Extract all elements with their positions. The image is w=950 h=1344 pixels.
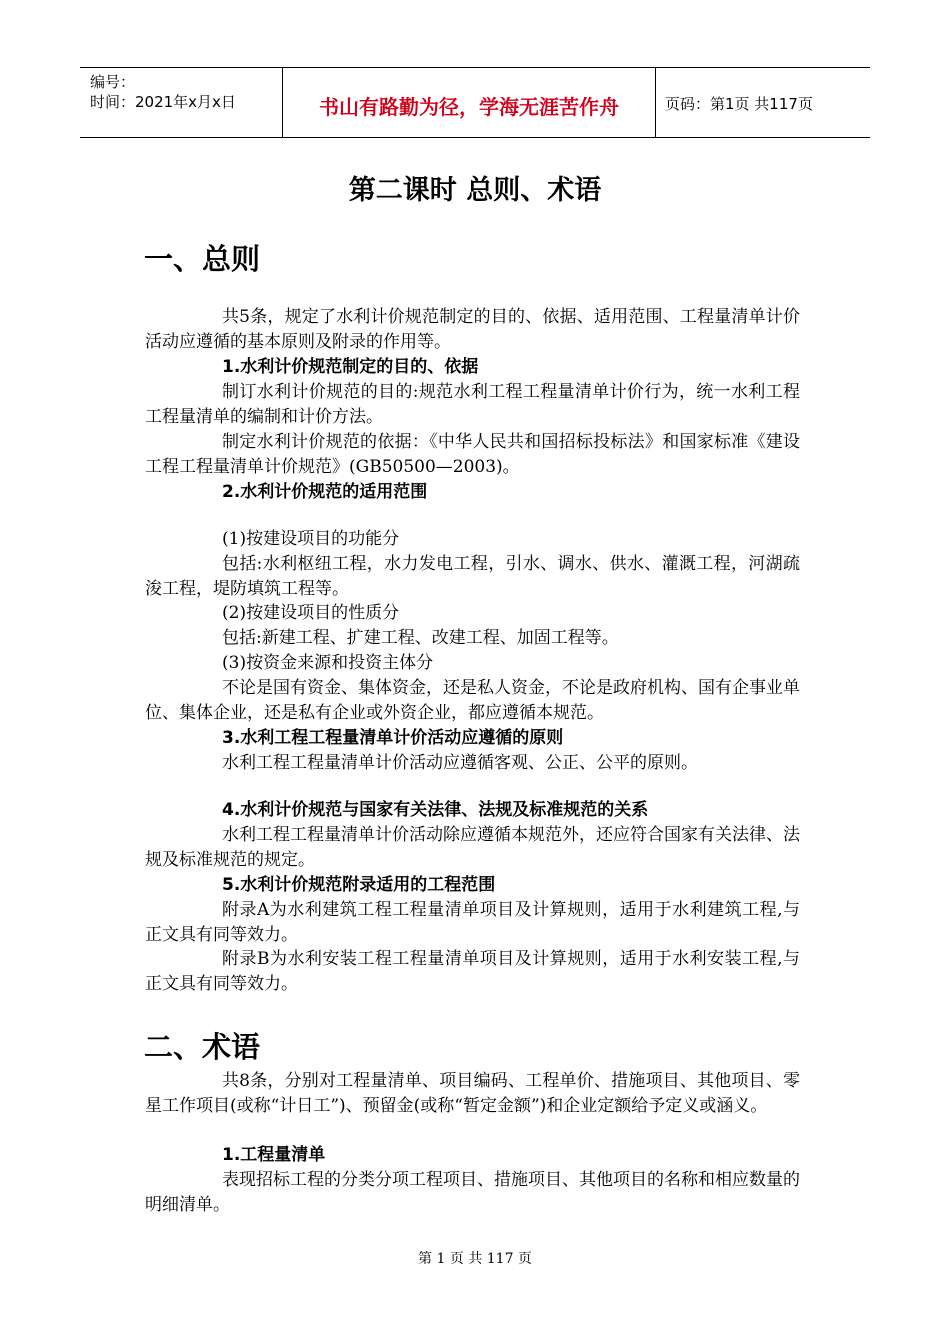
paragraph: 附录A为水利建筑工程工程量清单项目及计算规则，适用于水利建筑工程,与正文具有同等效力。 — [145, 900, 800, 945]
header-table — [80, 67, 870, 138]
header-divider — [655, 68, 656, 137]
page-footer: 第 1 页 共 117 页 — [418, 1251, 532, 1267]
paragraph: 附录B为水利安装工程工程量清单项目及计算规则，适用于水利安装工程,与正文具有同等效力。 — [145, 949, 800, 994]
list-item: (3)按资金来源和投资主体分 — [222, 653, 434, 673]
paragraph: 包括:水利枢纽工程，水力发电工程，引水、调水、供水、灌溉工程，河湖疏浚工程，堤防填筑工程等。 — [145, 554, 800, 599]
section-heading: 一、总则 — [144, 242, 261, 276]
list-item: (1)按建设项目的功能分 — [222, 529, 400, 549]
list-item: (2)按建设项目的性质分 — [222, 603, 400, 623]
paragraph: 不论是国有资金、集体资金，还是私人资金，不论是政府机构、国有企事业单位、集体企业，还是私有企业或外资企业，都应遵循本规范。 — [145, 678, 800, 723]
paragraph: 制订水利计价规范的目的:规范水利工程工程量清单计价行为，统一水利工程工程量清单的编制和计价方法。 — [145, 382, 800, 427]
page-title: 第二课时 总则、术语 — [348, 175, 602, 206]
header-page-label: 页码：第1页 共117页 — [665, 95, 813, 113]
subheading: 2.水利计价规范的适用范围 — [222, 482, 428, 502]
subheading: 5.水利计价规范附录适用的工程范围 — [222, 875, 496, 895]
subheading: 3.水利工程工程量清单计价活动应遵循的原则 — [222, 728, 564, 748]
time-label: 时间：2021年x月x日 — [90, 93, 236, 111]
subheading: 1.水利计价规范制定的目的、依据 — [222, 357, 479, 377]
subheading: 1.工程量清单 — [222, 1145, 326, 1165]
list-item: 水利工程工程量清单计价活动应遵循客观、公正、公平的原则。 — [222, 753, 698, 773]
number-label: 编号： — [90, 73, 136, 91]
header-meta — [90, 72, 236, 112]
paragraph: 制定水利计价规范的依据：《中华人民共和国招标投标法》和国家标准《建设工程工程量清单计价规范》(GB50500—2003)。 — [145, 432, 800, 477]
paragraph: 水利工程工程量清单计价活动除应遵循本规范外，还应符合国家有关法律、法规及标准规范的规定。 — [145, 825, 800, 870]
section-heading: 二、术语 — [144, 1030, 261, 1064]
paragraph: 表现招标工程的分类分项工程项目、措施项目、其他项目的名称和相应数量的明细清单。 — [145, 1170, 800, 1215]
paragraph: 共5条，规定了水利计价规范制定的目的、依据、适用范围、工程量清单计价活动应遵循的基本原则及附录的作用等。 — [145, 307, 800, 352]
header-motto: 书山有路勤为径，学海无涯苦作舟 — [319, 95, 619, 119]
paragraph: 共8条，分别对工程量清单、项目编码、工程单价、措施项目、其他项目、零星工作项目(或称“计日工”)、预留金(或称“暂定金额”)和企业定额给予定义或涵义。 — [145, 1071, 800, 1116]
list-item: 包括:新建工程、扩建工程、改建工程、加固工程等。 — [222, 628, 619, 648]
subheading: 4.水利计价规范与国家有关法律、法规及标准规范的关系 — [222, 800, 649, 820]
